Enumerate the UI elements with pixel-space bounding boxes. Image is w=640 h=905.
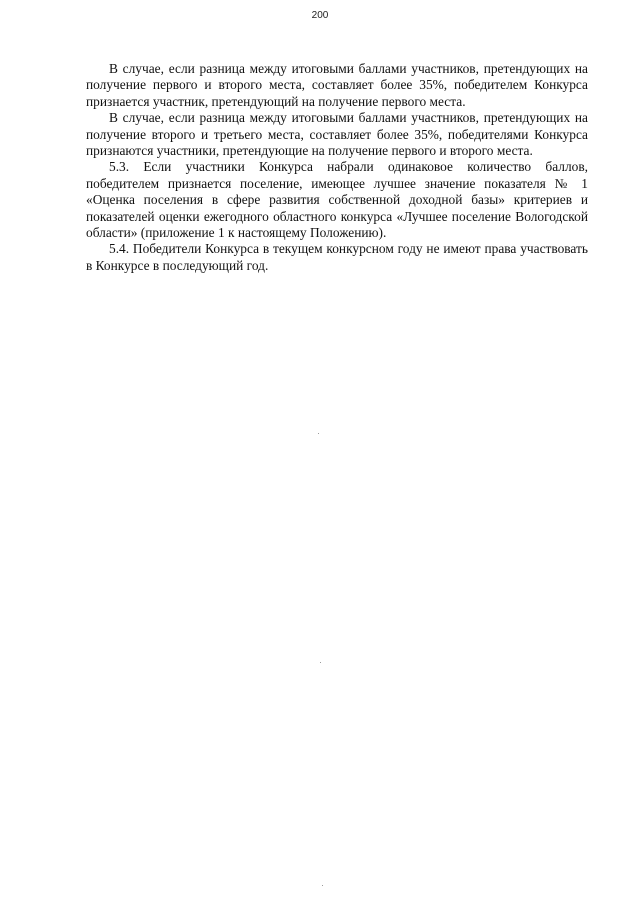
document-body bbox=[86, 61, 588, 274]
page-number: 200 bbox=[311, 10, 329, 21]
scan-speck bbox=[320, 662, 321, 663]
paragraph-first-place-rule: В случае, если разница между итоговыми баллами участников, претендующих на получение первого и второго места, составляет более 35%, победителем Конкурса признается участник, претендующий на получение первого места. bbox=[86, 61, 588, 109]
paragraph-5-3-equal-scores: 5.3. Если участники Конкурса набрали одинаковое количество баллов, победителем признается поселение, имеющее лучшее значение показателя № 1 «Оценка поселения в сфере развития собственной доходной базы» критериев и показателей оценки ежегодного областного конкурса «Лучшее поселение Вологодской области» (приложение 1 к настоящему Положению). bbox=[86, 159, 588, 241]
scan-speck bbox=[318, 433, 319, 434]
scan-speck bbox=[322, 885, 323, 886]
paragraph-second-place-rule: В случае, если разница между итоговыми баллами участников, претендующих на получение второго и третьего места, составляет более 35%, победителями Конкурса признаются участники, претендующие на получение первого и второго места. bbox=[86, 110, 588, 159]
paragraph-5-4-winners-restriction: 5.4. Победители Конкурса в текущем конкурсном году не имеют права участвовать в Конкурсе в последующий год. bbox=[86, 241, 588, 273]
